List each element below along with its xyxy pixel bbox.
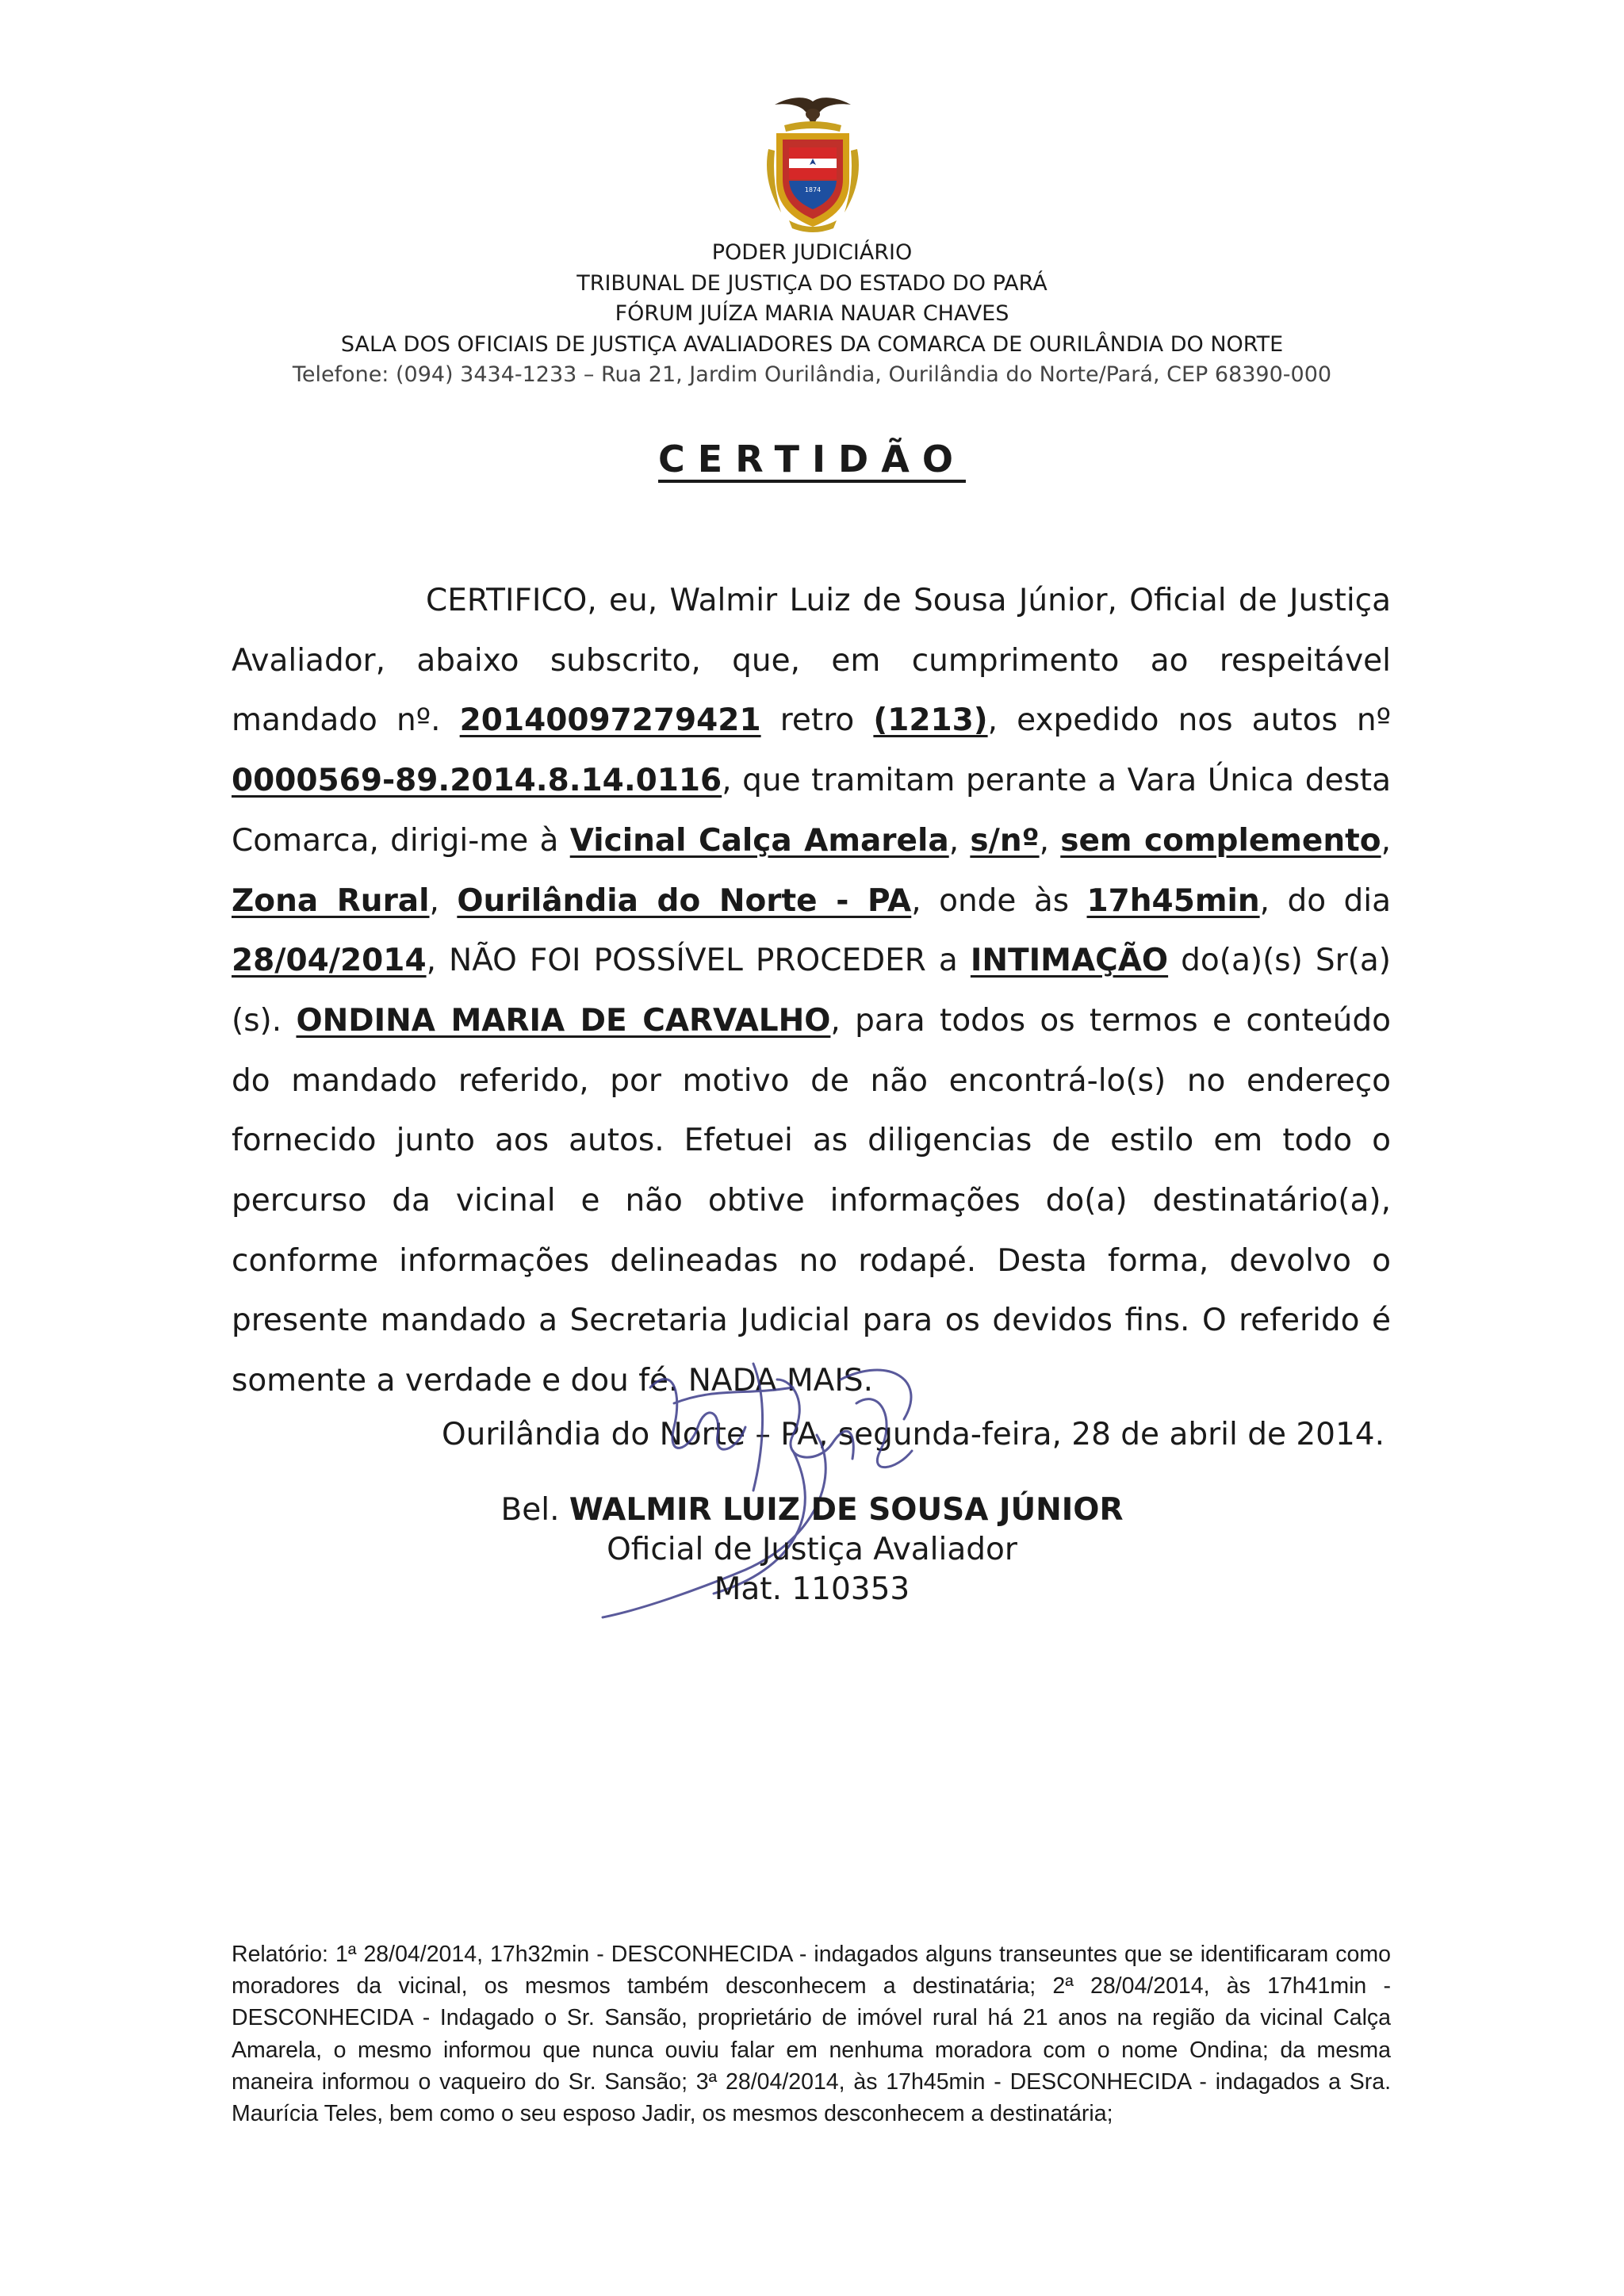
diligence-report <box>232 1938 1391 2130</box>
recipient-name: ONDINA MARIA DE CARVALHO <box>296 1002 831 1039</box>
para-coat-of-arms-emblem <box>757 94 868 236</box>
signer-name: WALMIR LUIZ DE SOUSA JÚNIOR <box>569 1492 1124 1528</box>
report-text: Relatório: 1ª 28/04/2014, 17h32min - DESCONHECIDA - indagados alguns transeuntes que se identificaram como moradores da vicinal, os mesmos também desconhecem a destinatária; 2ª 28/04/2014, às 17h41min - DESCONHECIDA - Indagado o Sr. Sansão, proprietário de imóvel rural há 21 anos na região da vicinal Calça Amarela, o mesmo informou que nunca ouviu falar em nenhuma moradora com o nome Ondina; da mesma maneira informou o vaqueiro do Sr. Sansão; 3ª 28/04/2014, às 17h45min - DESCONHECIDA - indagados a Sra. Maurícia Teles, bem como o seu esposo Jadir, os mesmos desconhecem a destinatária; <box>232 1942 1391 2127</box>
document-title: CERTIDÃO <box>658 438 966 480</box>
place-and-date: Ourilândia do Norte – PA, segunda-feira, 28 de abril de 2014. <box>441 1417 1385 1452</box>
crest-year: 1874 <box>804 186 822 193</box>
body-text-segment: , <box>1381 822 1391 859</box>
address-complement: sem complemento <box>1060 822 1381 859</box>
certificate-body <box>232 571 1391 1411</box>
header-line-4: SALA DOS OFICIAIS DE JUSTIÇA AVALIADORES DA COMARCA DE OURILÂNDIA DO NORTE <box>340 331 1284 357</box>
address-zone: Zona Rural <box>232 882 430 919</box>
body-text-segment: , do dia <box>1259 882 1391 919</box>
body-text-segment: , NÃO FOI POSSÍVEL PROCEDER a <box>426 943 971 979</box>
case-number: 0000569-89.2014.8.14.0116 <box>232 763 722 799</box>
address-city: Ourilândia do Norte - PA <box>457 882 912 919</box>
body-text-segment: , onde às <box>911 882 1087 919</box>
diligence-time: 17h45min <box>1086 882 1260 919</box>
court-header <box>0 238 1624 387</box>
mandado-number: 20140097279421 <box>459 702 761 739</box>
signer-registration: Mat. 110353 <box>714 1571 910 1607</box>
body-text-segment: , <box>429 882 458 919</box>
signer-prefix: Bel. <box>500 1492 569 1528</box>
body-text-segment: do(a)(s) Sr(a)(s). <box>232 943 1391 1039</box>
header-line-1: PODER JUDICIÁRIO <box>711 240 913 265</box>
header-contact-line-cropped: Telefone: (094) 3434-1233 – Rua 21, Jardim Ourilândia, Ourilândia do Norte/Pará, CEP 68390-000 <box>292 362 1332 387</box>
retro-number: (1213) <box>873 702 988 739</box>
body-text-segment: , que tramitam perante a Vara Única desta Comarca, dirigi-me à <box>232 763 1391 859</box>
header-line-2: TRIBUNAL DE JUSTIÇA DO ESTADO DO PARÁ <box>576 270 1048 296</box>
body-text-segment: , expedido nos autos nº <box>987 702 1391 739</box>
signature-block <box>0 1490 1624 1609</box>
signer-role: Oficial de Justiça Avaliador <box>607 1532 1017 1567</box>
body-text-segment: , para todos os termos e conteúdo do mandado referido, por motivo de não encontrá-lo(s) no endereço fornecido junto aos autos. Efetuei as diligencias de estilo em todo o percurso da vicinal e não obtive informações do(a) destinatário(a), conforme informações delineadas no rodapé. Desta forma, devolvo o presente mandado a Secretaria Judicial para os devidos fins. O referido é somente a verdade e dou fé. NADA MAIS. <box>232 1002 1392 1399</box>
body-text-segment: CERTIFICO, eu, Walmir Luiz de Sousa Júnior, Oficial de Justiça Avaliador, abaixo subscrito, que, em cumprimento ao respeitável mandado nº. <box>232 583 1391 739</box>
signer-line <box>0 1490 1624 1530</box>
header-line-3: FÓRUM JUÍZA MARIA NAUAR CHAVES <box>615 301 1009 326</box>
address-road: Vicinal Calça Amarela <box>569 822 949 859</box>
act-type: INTIMAÇÃO <box>970 943 1169 979</box>
body-text-segment: retro <box>760 702 874 739</box>
body-text-segment: , <box>1039 822 1061 859</box>
body-text-segment: , <box>948 822 971 859</box>
diligence-date: 28/04/2014 <box>232 943 427 979</box>
address-number: s/nº <box>970 822 1040 859</box>
